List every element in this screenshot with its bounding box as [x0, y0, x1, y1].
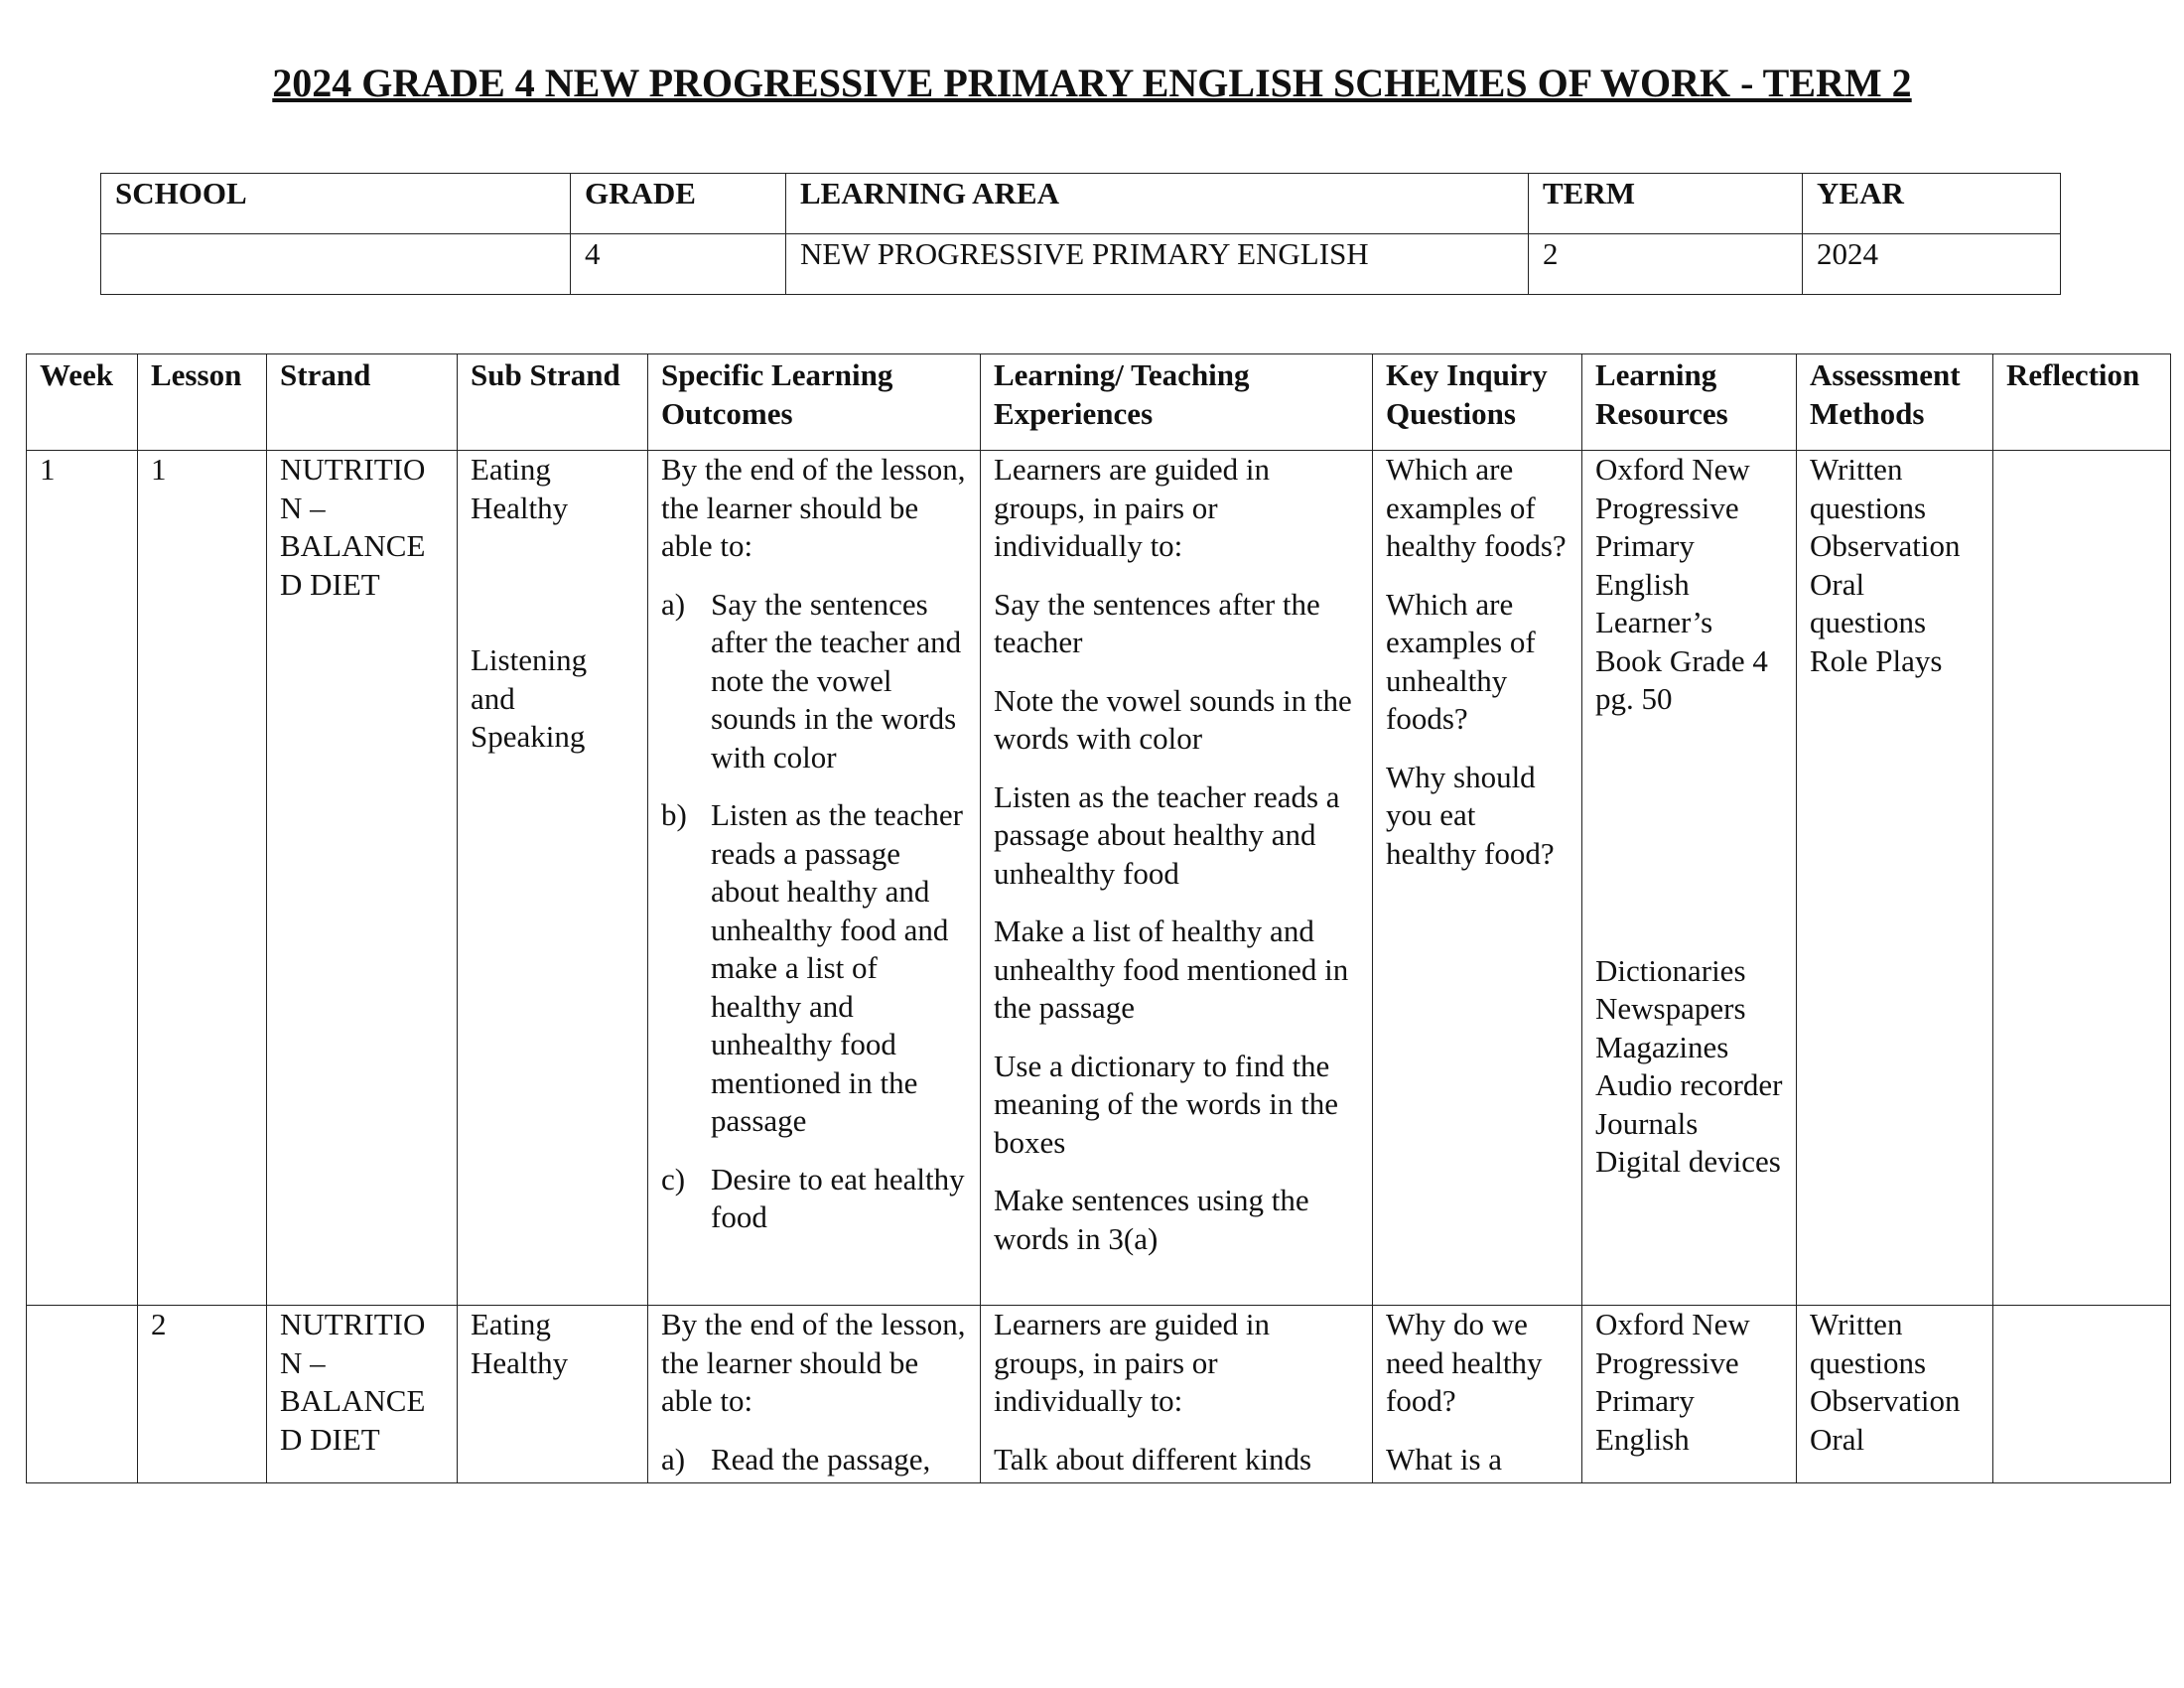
cell-lesson: 2 — [138, 1306, 267, 1483]
sub-strand-item: Eating Healthy — [471, 1307, 569, 1380]
meta-header-row — [101, 174, 2061, 234]
header-assessment: Assessment Methods — [1797, 354, 1993, 451]
experience-item: Learners are guided in groups, in pairs or individually to: — [994, 452, 1271, 563]
cell-questions — [1373, 1306, 1582, 1483]
header-reflection: Reflection — [1993, 354, 2171, 451]
scheme-table — [26, 353, 2171, 1483]
meta-header-term: TERM — [1529, 174, 1803, 234]
outcome-label: a) — [661, 1441, 686, 1477]
cell-week: 1 — [27, 451, 138, 1306]
cell-resources — [1582, 1306, 1797, 1483]
meta-table — [100, 173, 2061, 295]
experience-item: Listen as the teacher reads a passage about healthy and unhealthy food — [994, 778, 1340, 891]
cell-assessment: Written questions Observation Oral questions Role Plays — [1797, 451, 1993, 1306]
outcomes-list — [661, 586, 967, 1237]
question-item: What is a — [1386, 1441, 1503, 1477]
meta-header-school: SCHOOL — [101, 174, 571, 234]
header-lesson: Lesson — [138, 354, 267, 451]
meta-value-year: 2024 — [1803, 234, 2061, 295]
experience-item: Make a list of healthy and unhealthy food mentioned in the passage — [994, 914, 1349, 1025]
outcome-label: b) — [661, 797, 687, 832]
sub-strand-item: Listening and Speaking — [471, 642, 588, 754]
question-item: Which are examples of unhealthy foods? — [1386, 586, 1536, 736]
resource-item: Oxford New Progressive Primary English Learner’s Book Grade 4 pg. 50 — [1595, 452, 1768, 716]
outcomes-list — [661, 1441, 967, 1479]
header-strand: Strand — [267, 354, 458, 451]
list-item — [661, 1161, 967, 1237]
cell-assessment: Written questions Observation Oral — [1797, 1306, 1993, 1483]
cell-sub-strand — [458, 451, 648, 1306]
sub-strand-item: Eating Healthy — [471, 452, 569, 525]
outcomes-intro: By the end of the lesson, the learner should be able to: — [661, 1307, 966, 1418]
outcome-text: Read the passage, — [711, 1441, 931, 1477]
header-experiences: Learning/ Teaching Experiences — [981, 354, 1373, 451]
list-item — [661, 586, 967, 777]
list-item — [661, 1441, 967, 1479]
header-sub-strand: Sub Strand — [458, 354, 648, 451]
table-row — [27, 1306, 2171, 1483]
meta-value-row — [101, 234, 2061, 295]
meta-header-grade: GRADE — [571, 174, 786, 234]
outcome-label: a) — [661, 586, 686, 622]
outcome-text: Say the sentences after the teacher and note the vowel sounds in the words with color — [711, 586, 962, 774]
experience-item: Make sentences using the words in 3(a) — [994, 1183, 1309, 1256]
cell-strand: NUTRITIO N – BALANCE D DIET — [267, 451, 458, 1306]
outcomes-intro: By the end of the lesson, the learner should be able to: — [661, 452, 966, 563]
cell-outcomes — [648, 451, 981, 1306]
page-title: 2024 GRADE 4 NEW PROGRESSIVE PRIMARY ENGLISH SCHEMES OF WORK - TERM 2 — [272, 61, 1912, 105]
cell-questions — [1373, 451, 1582, 1306]
question-item: Which are examples of healthy foods? — [1386, 452, 1567, 563]
header-outcomes: Specific Learning Outcomes — [648, 354, 981, 451]
cell-experiences — [981, 451, 1373, 1306]
meta-value-learning-area: NEW PROGRESSIVE PRIMARY ENGLISH — [786, 234, 1529, 295]
scheme-header-row — [27, 354, 2171, 451]
cell-resources — [1582, 451, 1797, 1306]
table-row — [27, 451, 2171, 1306]
meta-header-learning-area: LEARNING AREA — [786, 174, 1529, 234]
cell-reflection — [1993, 1306, 2171, 1483]
cell-outcomes — [648, 1306, 981, 1483]
outcome-label: c) — [661, 1161, 686, 1196]
cell-reflection — [1993, 451, 2171, 1306]
meta-header-year: YEAR — [1803, 174, 2061, 234]
cell-sub-strand — [458, 1306, 648, 1483]
experience-item: Say the sentences after the teacher — [994, 586, 1320, 659]
cell-lesson: 1 — [138, 451, 267, 1306]
experience-item: Talk about different kinds — [994, 1441, 1312, 1477]
header-resources: Learning Resources — [1582, 354, 1797, 451]
resource-item: Dictionaries Newspapers Magazines Audio recorder Journals Digital devices — [1595, 952, 1783, 1179]
cell-experiences — [981, 1306, 1373, 1483]
meta-value-grade: 4 — [571, 234, 786, 295]
meta-value-term: 2 — [1529, 234, 1803, 295]
outcome-text: Desire to eat healthy food — [711, 1161, 965, 1234]
header-questions: Key Inquiry Questions — [1373, 354, 1582, 451]
list-item — [661, 796, 967, 1141]
experience-item: Use a dictionary to find the meaning of the words in the boxes — [994, 1048, 1338, 1160]
cell-strand: NUTRITIO N – BALANCE D DIET — [267, 1306, 458, 1483]
outcome-text: Listen as the teacher reads a passage about healthy and unhealthy food and make a list of healthy and unhealthy food mentioned in the passage — [711, 797, 963, 1138]
header-week: Week — [27, 354, 138, 451]
experience-item: Learners are guided in groups, in pairs or individually to: — [994, 1307, 1271, 1418]
question-item: Why do we need healthy food? — [1386, 1307, 1543, 1418]
experience-item: Note the vowel sounds in the words with color — [994, 682, 1352, 756]
cell-week — [27, 1306, 138, 1483]
meta-value-school — [101, 234, 571, 295]
question-item: Why should you eat healthy food? — [1386, 759, 1555, 871]
resource-item: Oxford New Progressive Primary English — [1595, 1307, 1750, 1457]
